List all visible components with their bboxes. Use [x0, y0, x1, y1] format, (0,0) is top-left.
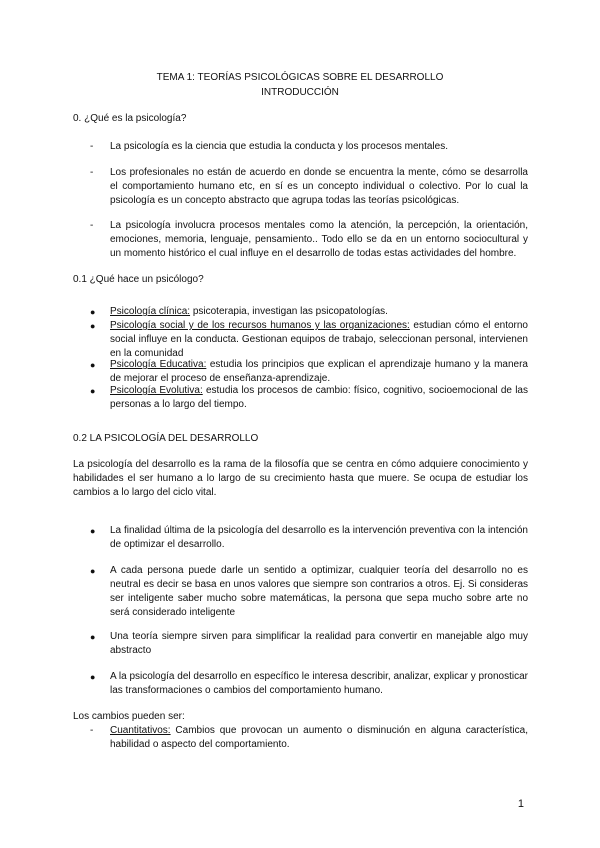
role-term: Psicología Evolutiva: — [110, 385, 203, 396]
dash-marker: - — [90, 725, 94, 736]
role-term: Psicología clínica: — [110, 306, 191, 317]
role-text: estudian cómo el entorno social influye en la conducta. Gestionan equipos de trabajo, seleccionan personal, intervienen en la comunidad — [110, 320, 528, 359]
role-item — [73, 305, 528, 319]
development-item — [73, 524, 528, 552]
bullet-marker: ● — [90, 526, 96, 536]
dash-marker: - — [90, 167, 94, 178]
section-0-item — [73, 219, 528, 261]
dash-marker: - — [90, 220, 94, 231]
document-title — [0, 70, 600, 100]
development-item-text: La finalidad última de la psicología del desarrollo es la intervención preventiva con la intención de optimizar el desarrollo. — [110, 525, 528, 550]
development-item — [73, 630, 528, 658]
section-01-heading: 0.1 ¿Qué hace un psicólogo? — [73, 274, 204, 285]
bullet-marker: ● — [90, 321, 96, 331]
change-text: Cambios que provocan un aumento o disminución en alguna característica, habilidad o aspecto del comportamiento. — [110, 725, 528, 750]
changes-label: Los cambios pueden ser: — [73, 711, 185, 722]
bullet-marker: ● — [90, 386, 96, 396]
development-item-text: A cada persona puede darle un sentido a optimizar, cualquier teoría del desarrollo no es neutral es decir se basa en unos valores que siempre son contrarios a otros. Ej. Si consideras ser inteligente saber mucho sobre matemáticas, la persona que sepa mucho sobre arte no será considerado inteligente — [110, 565, 528, 618]
bullet-marker: ● — [90, 672, 96, 682]
section-0-item-text: La psicología es la ciencia que estudia la conducta y los procesos mentales. — [110, 141, 448, 152]
role-item — [73, 384, 528, 412]
section-0-heading: 0. ¿Qué es la psicología? — [73, 113, 187, 124]
role-term: Psicología Educativa: — [110, 359, 207, 370]
bullet-marker: ● — [90, 566, 96, 576]
title-line-1: TEMA 1: TEORÍAS PSICOLÓGICAS SOBRE EL DESARROLLO — [156, 72, 444, 83]
change-term: Cuantitativos: — [110, 725, 171, 736]
development-item-text: Una teoría siempre sirven para simplificar la realidad para convertir en manejable algo muy abstracto — [110, 631, 528, 656]
role-text: estudia los procesos de cambio: físico, cognitivo, socioemocional de las personas a lo largo del tiempo. — [110, 385, 528, 410]
development-item-text: A la psicología del desarrollo en específico le interesa describir, analizar, explicar y pronosticar las transformaciones o cambios del comportamiento humano. — [110, 671, 528, 696]
section-0-item-text: La psicología involucra procesos mentales como la atención, la percepción, la orientación, emociones, memoria, lenguaje, pensamiento.. Todo ello se da en un entorno sociocultural y un momento histórico el cual influye en el desarrollo de todas estas actividades del hombre. — [110, 220, 528, 259]
role-text: psicoterapia, investigan las psicopatologías. — [190, 306, 388, 317]
role-term: Psicología social y de los recursos humanos y las organizaciones: — [110, 320, 410, 331]
section-02-heading: 0.2 LA PSICOLOGÍA DEL DESARROLLO — [73, 433, 259, 444]
section-0-item-text: Los profesionales no están de acuerdo en donde se encuentra la mente, cómo se desarrolla el comportamiento humano etc, en sí es un concepto individual o colectivo. Por lo cual la psicología es un concepto abstracto que agrupa todas las teorías psicológicas. — [110, 167, 528, 206]
section-02-intro: La psicología del desarrollo es la rama de la filosofía que se centra en cómo adquiere conocimiento y habilidades el ser humano a lo largo de su crecimiento hasta que muere. Se ocupa de estudiar los cambios a lo largo del ciclo vital. — [73, 459, 528, 498]
bullet-marker: ● — [90, 360, 96, 370]
title-line-2: INTRODUCCIÓN — [261, 87, 339, 98]
role-item — [73, 358, 528, 386]
dash-marker: - — [90, 141, 94, 152]
page-number: 1 — [517, 798, 524, 810]
role-text: estudia los principios que explican el aprendizaje humano y la manera de mejorar el proceso de enseñanza-aprendizaje. — [110, 359, 528, 384]
bullet-marker: ● — [90, 632, 96, 642]
section-0-item — [73, 140, 528, 154]
development-item — [73, 670, 528, 698]
section-0-item — [73, 166, 528, 208]
role-item — [73, 319, 528, 361]
bullet-marker: ● — [90, 307, 96, 317]
development-item — [73, 564, 528, 620]
change-item — [73, 724, 528, 752]
